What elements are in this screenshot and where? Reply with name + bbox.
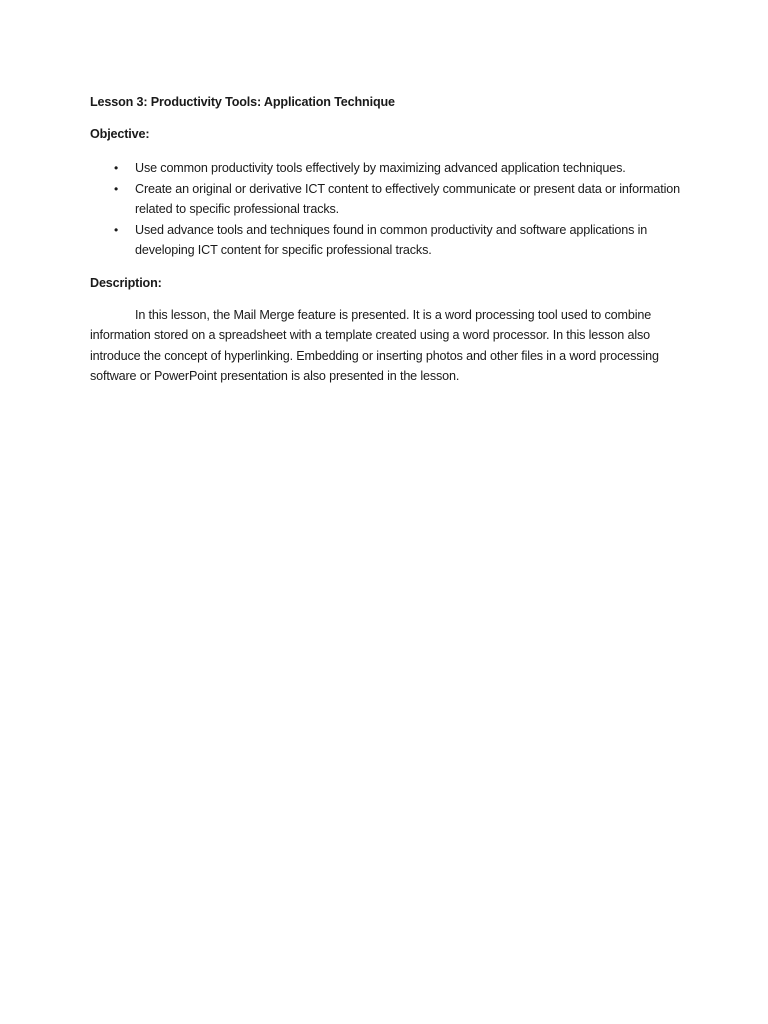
objective-text: Create an original or derivative ICT content to effectively communicate or present data or information related to specific professional tracks.	[135, 181, 680, 216]
objective-heading: Objective:	[90, 127, 150, 141]
objective-text: Used advance tools and techniques found in common productivity and software applications in developing ICT content for specific professional tracks.	[135, 222, 648, 257]
description-paragraph: In this lesson, the Mail Merge feature is presented. It is a word processing tool used to combine information stored on a spreadsheet with a template created using a word processor. In this lesson also introduce the concept of hyperlinking. Embedding or inserting photos and other files in a word processing software or PowerPoint presentation is also presented in the lesson.	[90, 307, 659, 383]
bullet-icon: •	[114, 181, 119, 196]
list-item	[90, 179, 680, 220]
objective-text: Use common productivity tools effectively by maximizing advanced application techniques.	[135, 161, 626, 175]
bullet-icon: •	[114, 161, 119, 175]
bullet-icon: •	[114, 222, 119, 237]
lesson-title: Lesson 3: Productivity Tools: Application Technique	[90, 95, 395, 109]
objectives-list	[90, 158, 680, 261]
list-item	[90, 158, 680, 179]
document-content	[90, 92, 680, 387]
description-heading: Description:	[90, 275, 162, 290]
list-item	[90, 220, 680, 261]
